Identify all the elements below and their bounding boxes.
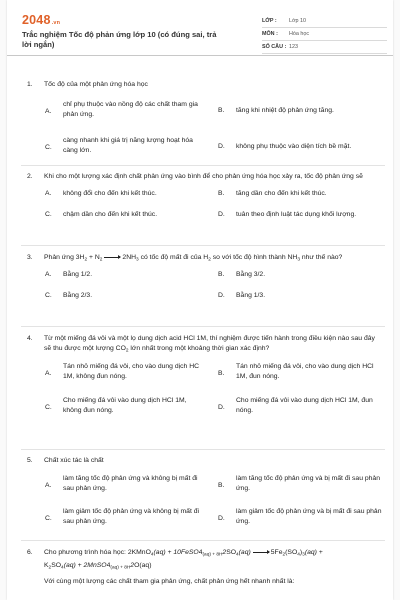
option-letter: B.: [218, 369, 225, 377]
option-a[interactable]: [45, 362, 205, 386]
reaction-arrow: [253, 552, 269, 553]
option-letter: D.: [218, 403, 225, 411]
reaction-arrow: [104, 257, 120, 258]
option-letter: D.: [218, 210, 225, 218]
option-text: Bằng 1/3.: [236, 291, 266, 299]
option-c[interactable]: [45, 291, 205, 301]
option-b[interactable]: [218, 362, 386, 386]
option-text: không phụ thuộc vào diện tích bề mặt.: [236, 142, 352, 150]
option-c[interactable]: [45, 210, 205, 220]
question-number: 1.: [27, 81, 33, 88]
question-equation-cont: $K_2SO_4(aq)$ + $2MnSO4_{(aq) + 8H}2O(aq)$: [44, 561, 152, 571]
worksheet-header: [7, 0, 393, 56]
question-number: 4.: [27, 335, 33, 342]
option-b[interactable]: [218, 106, 386, 116]
meta-key: MÔN :: [262, 31, 278, 38]
worksheet-meta: [262, 15, 387, 54]
meta-row-class: [262, 15, 387, 28]
question-divider: [21, 245, 385, 246]
question-number: 6.: [27, 549, 33, 556]
question-text: Tốc độ của một phản ứng hóa học: [44, 81, 148, 88]
option-letter: C.: [45, 210, 52, 218]
question-2: [7, 172, 393, 228]
question-4: [7, 334, 393, 436]
option-text: Bằng 2/3.: [63, 291, 93, 299]
worksheet-page: [7, 0, 393, 600]
option-c[interactable]: [45, 396, 205, 420]
option-b[interactable]: [218, 474, 386, 498]
question-text: Phản ứng $3H_2 + N_2$ $2NH_3$ có tốc độ mất đi của $H_2$ so với tốc độ hình thành $NH_3$ như thế nào?: [44, 254, 343, 263]
question-5: [7, 456, 393, 538]
option-text: Cho miếng đá vôi vào dung dịch HCl 1M, không đun nóng.: [63, 396, 187, 414]
question-equation: Cho phương trình hóa học: 2KMnO$_4$(aq) + $10FeSO4_{(aq) + 8H}2SO_4(aq) 5Fe_2(SO_4)_3(aq)$ +: [44, 549, 323, 558]
option-text: Tán nhỏ miếng đá vôi, cho vào dung dịch HC 1M, không đun nóng.: [63, 362, 200, 380]
option-text: không đổi cho đến khi kết thúc.: [63, 189, 157, 197]
meta-row-count: [262, 41, 387, 54]
option-letter: C.: [45, 143, 52, 151]
question-number: 2.: [27, 173, 33, 180]
option-letter: D.: [218, 142, 225, 150]
question-text: Với cùng một lượng các chất tham gia phản ứng, chất phản ứng hết nhanh nhất là:: [44, 577, 295, 585]
option-d[interactable]: [218, 210, 386, 220]
option-text: tuân theo định luật tác dụng khối lượng.: [236, 210, 357, 218]
option-text: chậm dần cho đến khi kết thúc.: [63, 210, 158, 218]
option-letter: B.: [218, 106, 225, 114]
question-text: Khi cho một lượng xác định chất phản ứng vào bình để cho phản ứng hóa học xảy ra, tốc độ phản ứng sẽ: [44, 173, 363, 180]
option-text: tăng khi nhiệt độ phản ứng tăng.: [236, 106, 334, 114]
option-c[interactable]: [45, 136, 205, 160]
meta-row-subject: [262, 28, 387, 41]
option-letter: A.: [45, 107, 52, 115]
question-number: 5.: [27, 457, 33, 464]
option-a[interactable]: [45, 270, 205, 280]
option-text: làm giảm tốc độ phản ứng và không bị mất đi sau phản ứng.: [63, 507, 200, 525]
meta-value: Hóa học: [289, 31, 310, 38]
option-letter: B.: [218, 270, 225, 278]
option-text: chỉ phụ thuộc vào nồng độ các chất tham gia phản ứng.: [63, 100, 198, 118]
question-text: Từ một miếng đá vôi và một lọ dung dịch acid HCl 1M, thí nghiệm được tiến hành trong điều kiện nào sau đây sẽ thu được một lượng $CO_2$ lớn nhất trong một khoảng thời gian xác định?: [44, 335, 375, 354]
option-letter: A.: [45, 189, 52, 197]
option-letter: B.: [218, 481, 225, 489]
option-b[interactable]: [218, 270, 386, 280]
option-letter: A.: [45, 481, 52, 489]
question-3: [7, 253, 393, 309]
question-divider: [21, 326, 385, 327]
option-letter: C.: [45, 514, 52, 522]
option-text: Bằng 1/2.: [63, 270, 93, 278]
option-letter: A.: [45, 270, 52, 278]
meta-value: 123: [289, 44, 298, 51]
logo-text: 2048: [22, 13, 51, 27]
option-a[interactable]: [45, 189, 205, 199]
option-d[interactable]: [218, 507, 386, 531]
option-d[interactable]: [218, 396, 386, 420]
option-letter: D.: [218, 291, 225, 299]
page-title: Trắc nghiệm Tốc độ phản ứng lớp 10 (có đúng sai, trả lời ngắn): [22, 30, 217, 50]
option-text: làm tăng tốc độ phản ứng và không bị mất đi sau phản ứng.: [63, 474, 198, 492]
option-a[interactable]: [45, 474, 205, 498]
option-text: làm giảm tốc độ phản ứng và bị mất đi sau phản ứng.: [236, 507, 382, 525]
option-text: Tán nhỏ miếng đá vôi, cho vào dung dịch HCl 1M, đun nóng.: [236, 362, 374, 380]
site-logo[interactable]: [22, 11, 60, 29]
option-letter: C.: [45, 403, 52, 411]
question-divider: [21, 165, 385, 166]
question-divider: [21, 540, 385, 541]
option-text: Cho miếng đá vôi vào dung dịch HCl 1M, đun nóng.: [236, 396, 373, 414]
meta-key: SỐ CÂU :: [262, 44, 287, 51]
logo-suffix: .vn: [51, 20, 61, 26]
option-text: Bằng 3/2.: [236, 270, 266, 278]
question-text: Chất xúc tác là chất: [44, 457, 104, 464]
option-letter: A.: [45, 369, 52, 377]
question-1: [7, 80, 393, 156]
question-number: 3.: [27, 254, 33, 261]
option-text: càng nhanh khi giá trị năng lượng hoạt hóa càng lớn.: [63, 136, 193, 154]
option-b[interactable]: [218, 189, 386, 199]
option-text: làm tăng tốc độ phản ứng và bị mất đi sau phản ứng.: [236, 474, 380, 492]
option-letter: D.: [218, 514, 225, 522]
option-c[interactable]: [45, 507, 205, 531]
option-d[interactable]: [218, 142, 386, 152]
option-a[interactable]: [45, 100, 205, 124]
question-divider: [21, 449, 385, 450]
option-letter: B.: [218, 189, 225, 197]
meta-value: Lớp 10: [289, 18, 307, 25]
option-letter: C.: [45, 291, 52, 299]
meta-key: LỚP :: [262, 18, 277, 25]
option-text: tăng dần cho đến khi kết thúc.: [236, 189, 327, 197]
question-6: [7, 548, 393, 587]
option-d[interactable]: [218, 291, 386, 301]
